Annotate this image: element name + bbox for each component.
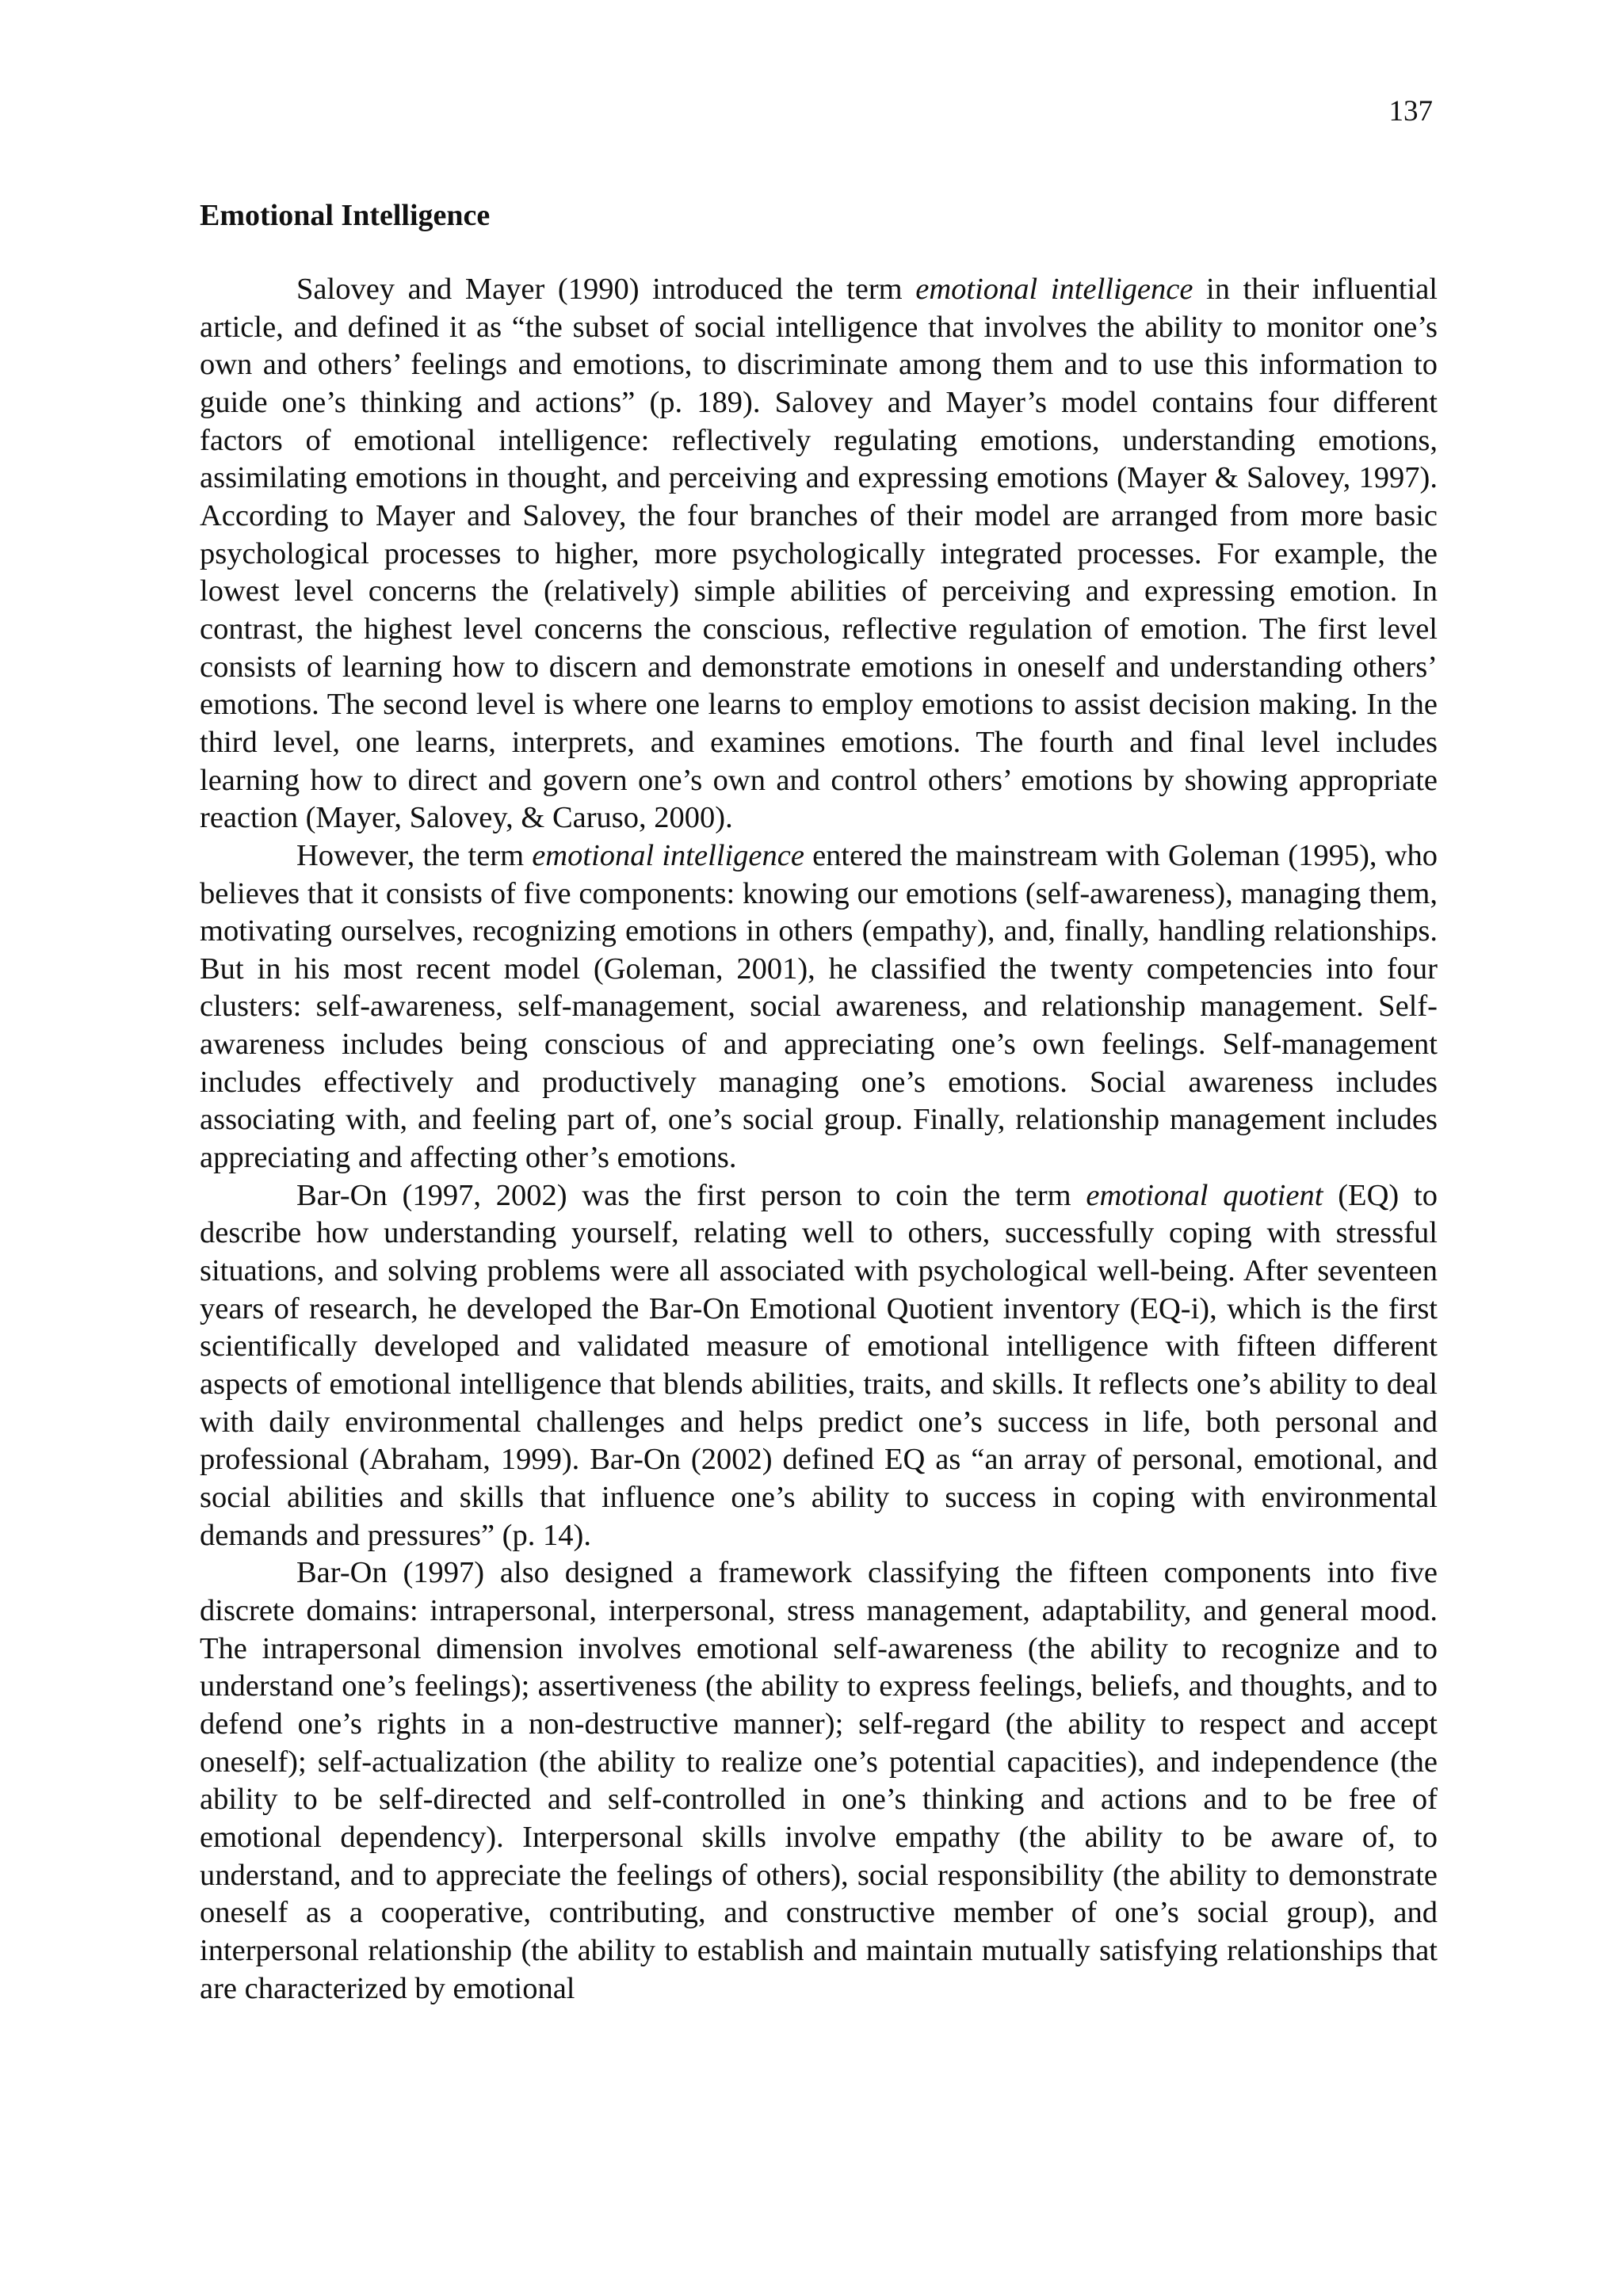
paragraph-text: (EQ) to describe how understanding yourself, relating well to others, successfully coping with stressful situations, and solving problems were all associated with psychological well-being. After seventeen years of research, he developed the Bar-On Emotional Quotient inventory (EQ-i), which is the first scientifically developed and validated measure of emotional intelligence with fifteen different aspects of emotional intelligence that blends abilities, traits, and skills. It reflects one’s ability to deal with daily environmental challenges and helps predict one’s success in life, both personal and professional (Abraham, 1999). Bar-On (2002) defined EQ as “an array of personal, emotional, and social abilities and skills that influence one’s ability to success in coping with environmental demands and pressures” (p. 14). [200,1178,1438,1552]
paragraph-bar-on-eq [200,1177,1438,1555]
paragraph-text: in their influential article, and defined it as “the subset of social intelligence that involves the ability to monitor one’s own and others’ feelings and emotions, to discriminate among them and to use this information to guide one’s thinking and actions” (p. 189). Salovey and Mayer’s model contains four different factors of emotional intelligence: reflectively regulating emotions, understanding emotions, assimilating emotions in thought, and perceiving and expressing emotions (Mayer & Salovey, 1997). According to Mayer and Salovey, the four branches of their model are arranged from more basic psychological processes to higher, more psychologically integrated processes. For example, the lowest level concerns the (relatively) simple abilities of perceiving and expressing emotion. In contrast, the highest level concerns the conscious, reflective regulation of emotion. The first level consists of learning how to discern and demonstrate emotions in oneself and understanding others’ emotions. The second level is where one learns to employ emotions to assist decision making. In the third level, one learns, interprets, and examines emotions. The fourth and final level includes learning how to direct and govern one’s own and control others’ emotions by showing appropriate reaction (Mayer, Salovey, & Caruso, 2000). [200,273,1438,835]
paragraph-text: entered the mainstream with Goleman (1995), who believes that it consists of five components: knowing our emotions (self-awareness), managing them, motivating ourselves, recognizing emotions in others (empathy), and, finally, handling relationships. But in his most recent model (Goleman, 2001), he classified the twenty competencies into four clusters: self-awareness, self-management, social awareness, and relationship management. Self-awareness includes being conscious of and appreciating one’s own feelings. Self-management includes effectively and productively managing one’s emotions. Social awareness includes associating with, and feeling part of, one’s social group. Finally, relationship management includes appreciating and affecting other’s emotions. [200,838,1438,1175]
paragraph-salovey-mayer [200,271,1438,837]
page-number: 137 [1388,95,1433,128]
paragraph-text: However, the term [296,838,533,872]
paragraph-bar-on-framework [200,1554,1438,2008]
italic-term: emotional intelligence [915,273,1193,306]
body-text [200,271,1438,2008]
italic-term: emotional intelligence [532,838,804,872]
paragraph-text: Bar-On (1997, 2002) was the first person to coin the term [296,1178,1086,1212]
section-title: Emotional Intelligence [200,199,491,232]
italic-term: emotional quotient [1086,1178,1323,1212]
paragraph-text: Salovey and Mayer (1990) introduced the term [296,273,916,306]
paragraph-text: Bar-On (1997) also designed a framework classifying the fifteen components into five discrete domains: intrapersonal, interpersonal, stress management, adaptability, and general mood. The intrapersonal dimension involves emotional self-awareness (the ability to recognize and to understand one’s feelings); assertiveness (the ability to express feelings, beliefs, and thoughts, and to defend one’s rights in a non-destructive manner); self-regard (the ability to respect and accept oneself); self-actualization (the ability to realize one’s potential capacities), and independence (the ability to be self-directed and self-controlled in one’s thinking and actions and to be free of emotional dependency). Interpersonal skills involve empathy (the ability to be aware of, to understand, and to appreciate the feelings of others), social responsibility (the ability to demonstrate oneself as a cooperative, contributing, and constructive member of one’s social group), and interpersonal relationship (the ability to establish and maintain mutually satisfying relationships that are characterized by emotional [200,1556,1438,2005]
paragraph-goleman [200,837,1438,1177]
